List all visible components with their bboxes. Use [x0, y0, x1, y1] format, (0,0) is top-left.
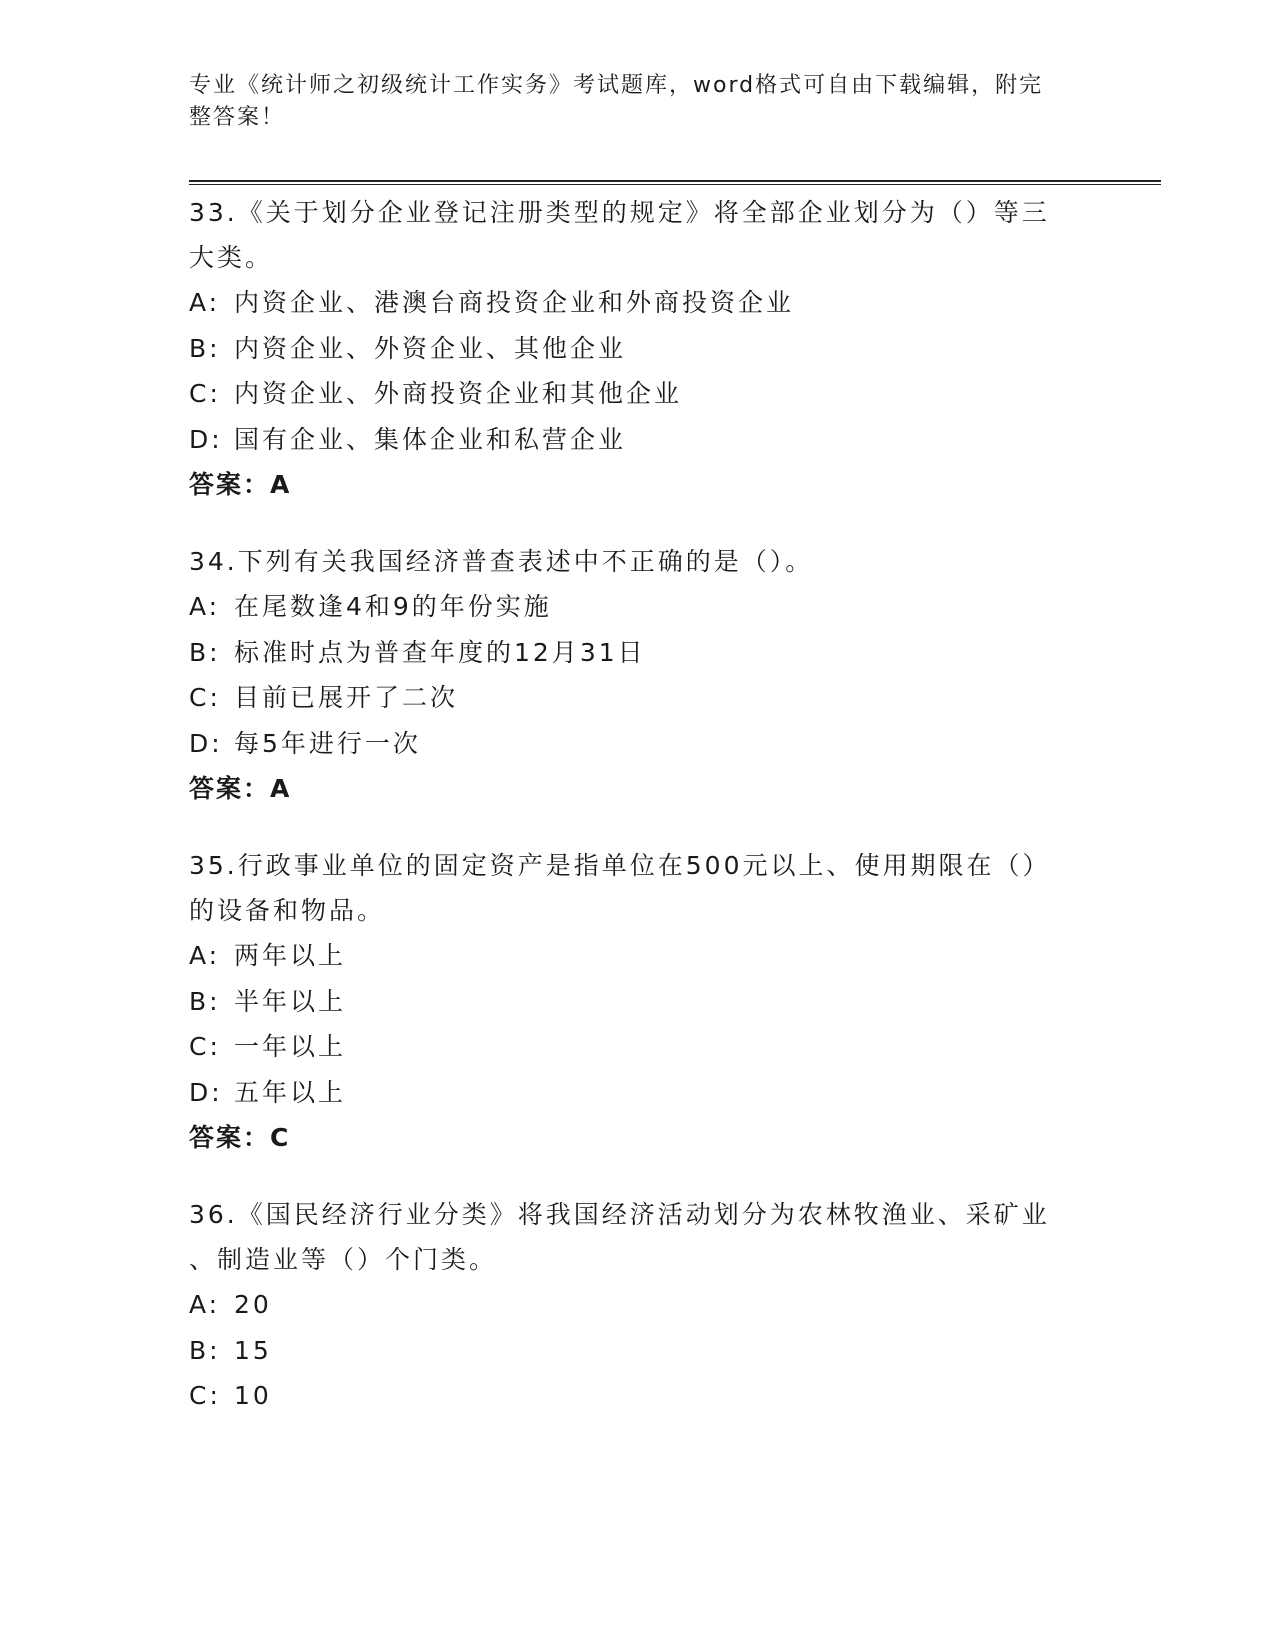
option-letter: D: [189, 728, 223, 758]
option-text: 15 [234, 1335, 272, 1365]
option-letter: B: [189, 333, 221, 363]
question-stem-line-1: 35.行政事业单位的固定资产是指单位在500元以上、使用期限在（） [189, 851, 1051, 880]
option-letter: A: [189, 1290, 221, 1319]
option-text: 每5年进行一次 [234, 728, 421, 758]
option-b [189, 979, 1089, 1025]
option-b [189, 630, 1089, 676]
option-text: 10 [234, 1381, 272, 1410]
answer-value: C [270, 1123, 291, 1152]
option-d [189, 1070, 1089, 1116]
option-a [189, 933, 1089, 979]
answer-line [189, 766, 1089, 811]
question-33 [189, 190, 1089, 507]
option-c [189, 371, 1089, 417]
option-a [189, 584, 1089, 630]
question-34 [189, 539, 1089, 811]
option-text: 内资企业、外资企业、其他企业 [234, 333, 627, 363]
answer-label: 答案： [189, 470, 271, 499]
question-stem-line-1: 36.《国民经济行业分类》将我国经济活动划分为农林牧渔业、采矿业 [189, 1200, 1050, 1229]
question-stem-line-2: 的设备和物品。 [189, 896, 386, 925]
header-divider-thin [189, 184, 1161, 185]
option-letter: A: [189, 592, 221, 621]
option-letter: A: [189, 941, 221, 970]
question-list [189, 190, 1089, 1451]
option-letter: C: [189, 1381, 221, 1410]
option-letter: B: [189, 637, 221, 667]
option-text: 内资企业、外商投资企业和其他企业 [234, 379, 683, 408]
option-text: 一年以上 [234, 1032, 347, 1061]
question-stem-line-1: 33.《关于划分企业登记注册类型的规定》将全部企业划分为（）等三 [189, 198, 1050, 227]
option-text: 标准时点为普查年度的12月31日 [234, 637, 646, 667]
option-d [189, 721, 1089, 767]
answer-label: 答案： [189, 1123, 271, 1152]
option-b [189, 1328, 1089, 1374]
question-36 [189, 1192, 1089, 1419]
option-letter: D: [189, 424, 223, 454]
option-text: 五年以上 [234, 1077, 347, 1107]
header-divider-thick [189, 180, 1161, 182]
option-text: 半年以上 [234, 986, 347, 1016]
option-letter: C: [189, 1032, 221, 1061]
option-b [189, 326, 1089, 372]
option-a [189, 1282, 1089, 1328]
option-letter: B: [189, 1335, 221, 1365]
option-text: 20 [234, 1290, 272, 1319]
option-letter: B: [189, 986, 221, 1016]
header-line-2: 整答案！ [189, 105, 286, 130]
question-stem-line-2: 大类。 [189, 243, 274, 272]
option-letter: C: [189, 683, 221, 712]
question-35 [189, 843, 1089, 1160]
option-letter: A: [189, 288, 221, 317]
option-text: 两年以上 [234, 941, 347, 970]
answer-line [189, 1115, 1089, 1160]
document-header [189, 70, 1069, 134]
answer-label: 答案： [189, 774, 271, 803]
header-line-1: 专业《统计师之初级统计工作实务》考试题库，word格式可自由下载编辑，附完 [189, 73, 1044, 98]
option-text: 目前已展开了二次 [234, 683, 459, 712]
option-letter: C: [189, 379, 221, 408]
answer-value: A [270, 470, 292, 499]
option-a [189, 280, 1089, 326]
question-stem-line-1: 34.下列有关我国经济普查表述中不正确的是（）。 [189, 547, 814, 576]
option-c [189, 675, 1089, 721]
option-c [189, 1024, 1089, 1070]
answer-value: A [270, 774, 292, 803]
option-text: 在尾数逢4和9的年份实施 [234, 592, 552, 621]
option-letter: D: [189, 1077, 223, 1107]
question-stem-line-2: 、制造业等（）个门类。 [189, 1245, 498, 1274]
option-c [189, 1373, 1089, 1419]
option-text: 国有企业、集体企业和私营企业 [234, 424, 627, 454]
option-d [189, 417, 1089, 463]
answer-line [189, 462, 1089, 507]
option-text: 内资企业、港澳台商投资企业和外商投资企业 [234, 288, 795, 317]
